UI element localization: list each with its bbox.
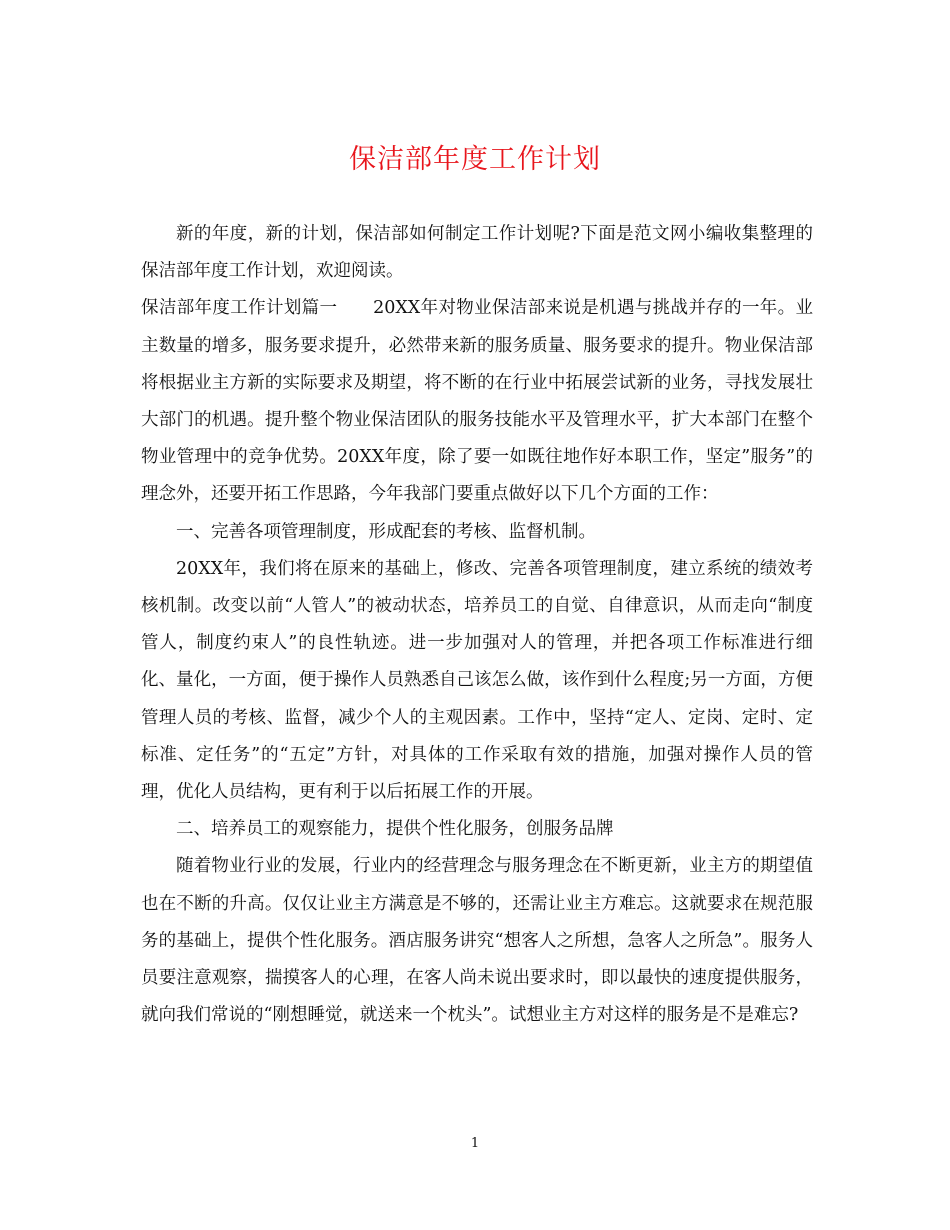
heading-1: 一、完善各项管理制度，形成配套的考核、监督机制。 bbox=[176, 521, 596, 542]
section1-paragraph: 保洁部年度工作计划篇一 20XX年对物业保洁部来说是机遇与挑战并存的一年。业主数量的增多，服务要求提升，必然带来新的服务质量、服务要求的提升。物业保洁部将根据业主方新的实际要求及期望，将不断的在行业中拓展尝试新的业务，寻找发展壮大部门的机遇。提升整个物业保洁团队的服务技能水平及管理水平，扩大本部门在整个物业管理中的竞争优势。20XX年度，除了要一如既往地作好本职工作，坚定”服务”的理念外，还要开拓工作思路，今年我部门要重点做好以下几个方面的工作： bbox=[141, 298, 813, 505]
paragraph-2: 20XX年，我们将在原来的基础上，修改、完善各项管理制度，建立系统的绩效考核机制。改变以前“人管人”的被动状态，培养员工的自觉、自律意识，从而走向“制度管人，制度约束人”的良性轨迹。进一步加强对人的管理，并把各项工作标准进行细化、量化，一方面，便于操作人员熟悉自己该怎么做，该作到什么程度;另一方面，方便管理人员的考核、监督，减少个人的主观因素。工作中，坚持“定人、定岗、定时、定标准、定任务”的“五定”方针，对具体的工作采取有效的措施，加强对操作人员的管理，优化人员结构，更有利于以后拓展工作的开展。 bbox=[141, 558, 813, 803]
page-number: 1 bbox=[470, 1136, 480, 1151]
document-body bbox=[141, 216, 813, 1034]
intro-paragraph: 新的年度，新的计划，保洁部如何制定工作计划呢?下面是范文网小编收集整理的保洁部年度工作计划，欢迎阅读。 bbox=[141, 224, 813, 282]
document-title: 保洁部年度工作计划 bbox=[349, 144, 601, 175]
paragraph-3: 随着物业行业的发展，行业内的经营理念与服务理念在不断更新，业主方的期望值也在不断的升高。仅仅让业主方满意是不够的，还需让业主方难忘。这就要求在规范服务的基础上，提供个性化服务。酒店服务讲究“想客人之所想，急客人之所急”。服务人员要注意观察，揣摸客人的心理，在客人尚未说出要求时，即以最快的速度提供服务，就向我们常说的“刚想睡觉，就送来一个枕头”。试想业主方对这样的服务是不是难忘? bbox=[141, 856, 813, 1026]
heading-2: 二、培养员工的观察能力，提供个性化服务，创服务品牌 bbox=[176, 819, 614, 840]
